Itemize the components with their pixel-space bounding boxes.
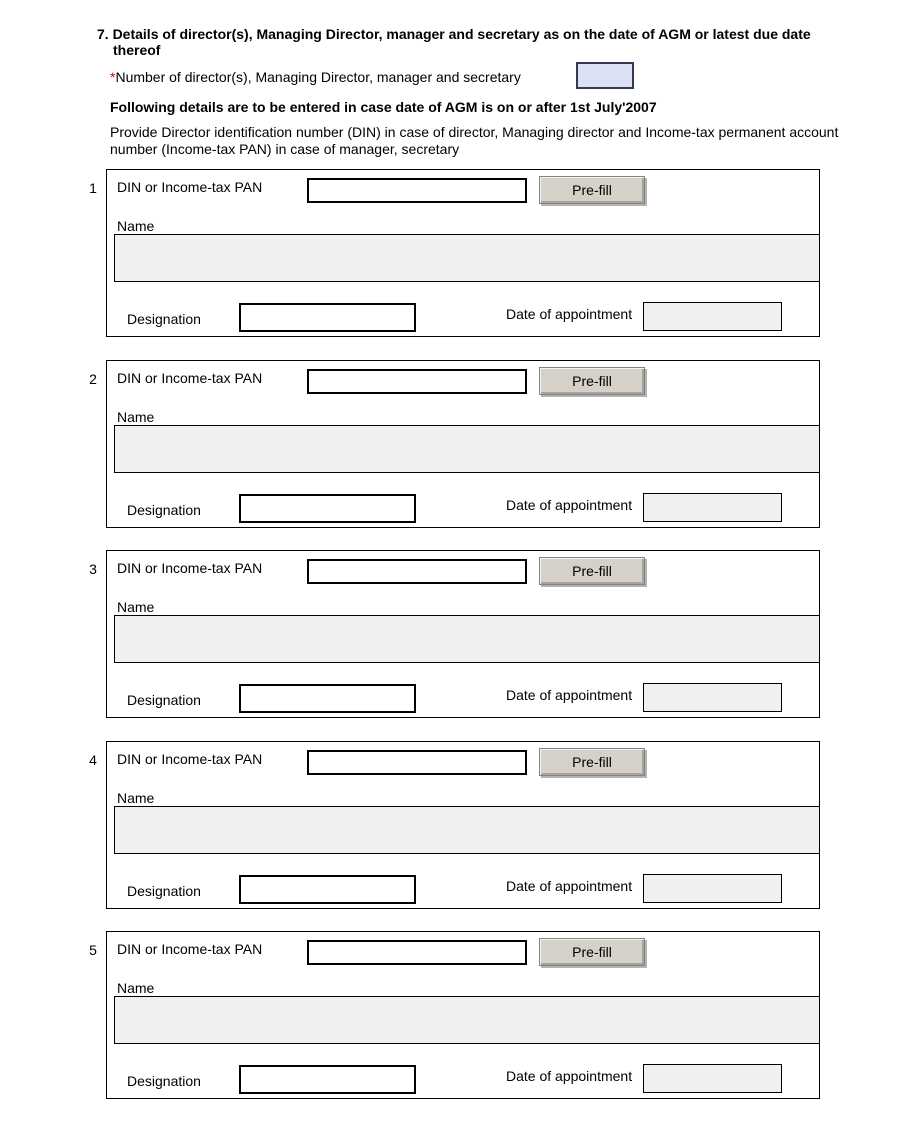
din-input[interactable] (307, 369, 527, 394)
entry-number: 4 (89, 752, 97, 768)
prefill-button[interactable]: Pre-fill (539, 938, 645, 966)
designation-input[interactable] (239, 1065, 416, 1094)
director-entry (106, 931, 820, 1099)
director-entry (106, 741, 820, 909)
name-label: Name (117, 790, 155, 806)
required-asterisk: * (110, 69, 116, 85)
date-of-appointment-label: Date of appointment (506, 687, 633, 703)
din-input[interactable] (307, 750, 527, 775)
name-label: Name (117, 409, 155, 425)
name-field[interactable] (114, 615, 820, 663)
designation-input[interactable] (239, 494, 416, 523)
designation-label: Designation (127, 502, 201, 518)
name-field[interactable] (114, 234, 820, 282)
name-label: Name (117, 980, 155, 996)
date-of-appointment-input[interactable] (643, 493, 782, 522)
designation-label: Designation (127, 692, 201, 708)
date-of-appointment-label: Date of appointment (506, 1068, 633, 1084)
section-title-line1: 7. Details of director(s), Managing Director, manager and secretary as on the date of AGM or latest due date (97, 26, 811, 42)
date-of-appointment-input[interactable] (643, 683, 782, 712)
date-of-appointment-label: Date of appointment (506, 878, 633, 894)
din-instruction (110, 124, 855, 157)
din-input[interactable] (307, 178, 527, 203)
designation-label: Designation (127, 311, 201, 327)
din-label: DIN or Income-tax PAN (117, 751, 263, 767)
entry-number: 3 (89, 561, 97, 577)
section-title (97, 26, 839, 58)
designation-label: Designation (127, 1073, 201, 1089)
director-entry (106, 550, 820, 718)
director-entry (106, 360, 820, 528)
name-field[interactable] (114, 996, 820, 1044)
prefill-button[interactable]: Pre-fill (539, 557, 645, 585)
section-title-line2: thereof (113, 42, 161, 58)
prefill-button[interactable]: Pre-fill (539, 367, 645, 395)
din-label: DIN or Income-tax PAN (117, 560, 263, 576)
director-count-input[interactable] (576, 62, 634, 89)
director-entry (106, 169, 820, 337)
date-of-appointment-input[interactable] (643, 1064, 782, 1093)
name-field[interactable] (114, 425, 820, 473)
din-instruction-line1: Provide Director identification number (DIN) in case of director, Managing director and Income-tax permanent account (110, 124, 839, 140)
designation-input[interactable] (239, 684, 416, 713)
din-label: DIN or Income-tax PAN (117, 941, 263, 957)
director-count-label: Number of director(s), Managing Director, manager and secretary (115, 69, 521, 85)
din-label: DIN or Income-tax PAN (117, 179, 263, 195)
date-of-appointment-input[interactable] (643, 302, 782, 331)
designation-input[interactable] (239, 875, 416, 904)
agm-date-note: Following details are to be entered in case date of AGM is on or after 1st July'2007 (110, 99, 657, 115)
din-input[interactable] (307, 940, 527, 965)
din-instruction-line2: number (Income-tax PAN) in case of manager, secretary (110, 140, 460, 157)
prefill-button[interactable]: Pre-fill (539, 176, 645, 204)
din-input[interactable] (307, 559, 527, 584)
designation-label: Designation (127, 883, 201, 899)
entry-number: 1 (89, 180, 97, 196)
prefill-button[interactable]: Pre-fill (539, 748, 645, 776)
entry-number: 5 (89, 942, 97, 958)
date-of-appointment-label: Date of appointment (506, 497, 633, 513)
entry-number: 2 (89, 371, 97, 387)
director-count-row (110, 69, 521, 85)
name-field[interactable] (114, 806, 820, 854)
name-label: Name (117, 218, 155, 234)
din-label: DIN or Income-tax PAN (117, 370, 263, 386)
designation-input[interactable] (239, 303, 416, 332)
name-label: Name (117, 599, 155, 615)
date-of-appointment-label: Date of appointment (506, 306, 633, 322)
date-of-appointment-input[interactable] (643, 874, 782, 903)
